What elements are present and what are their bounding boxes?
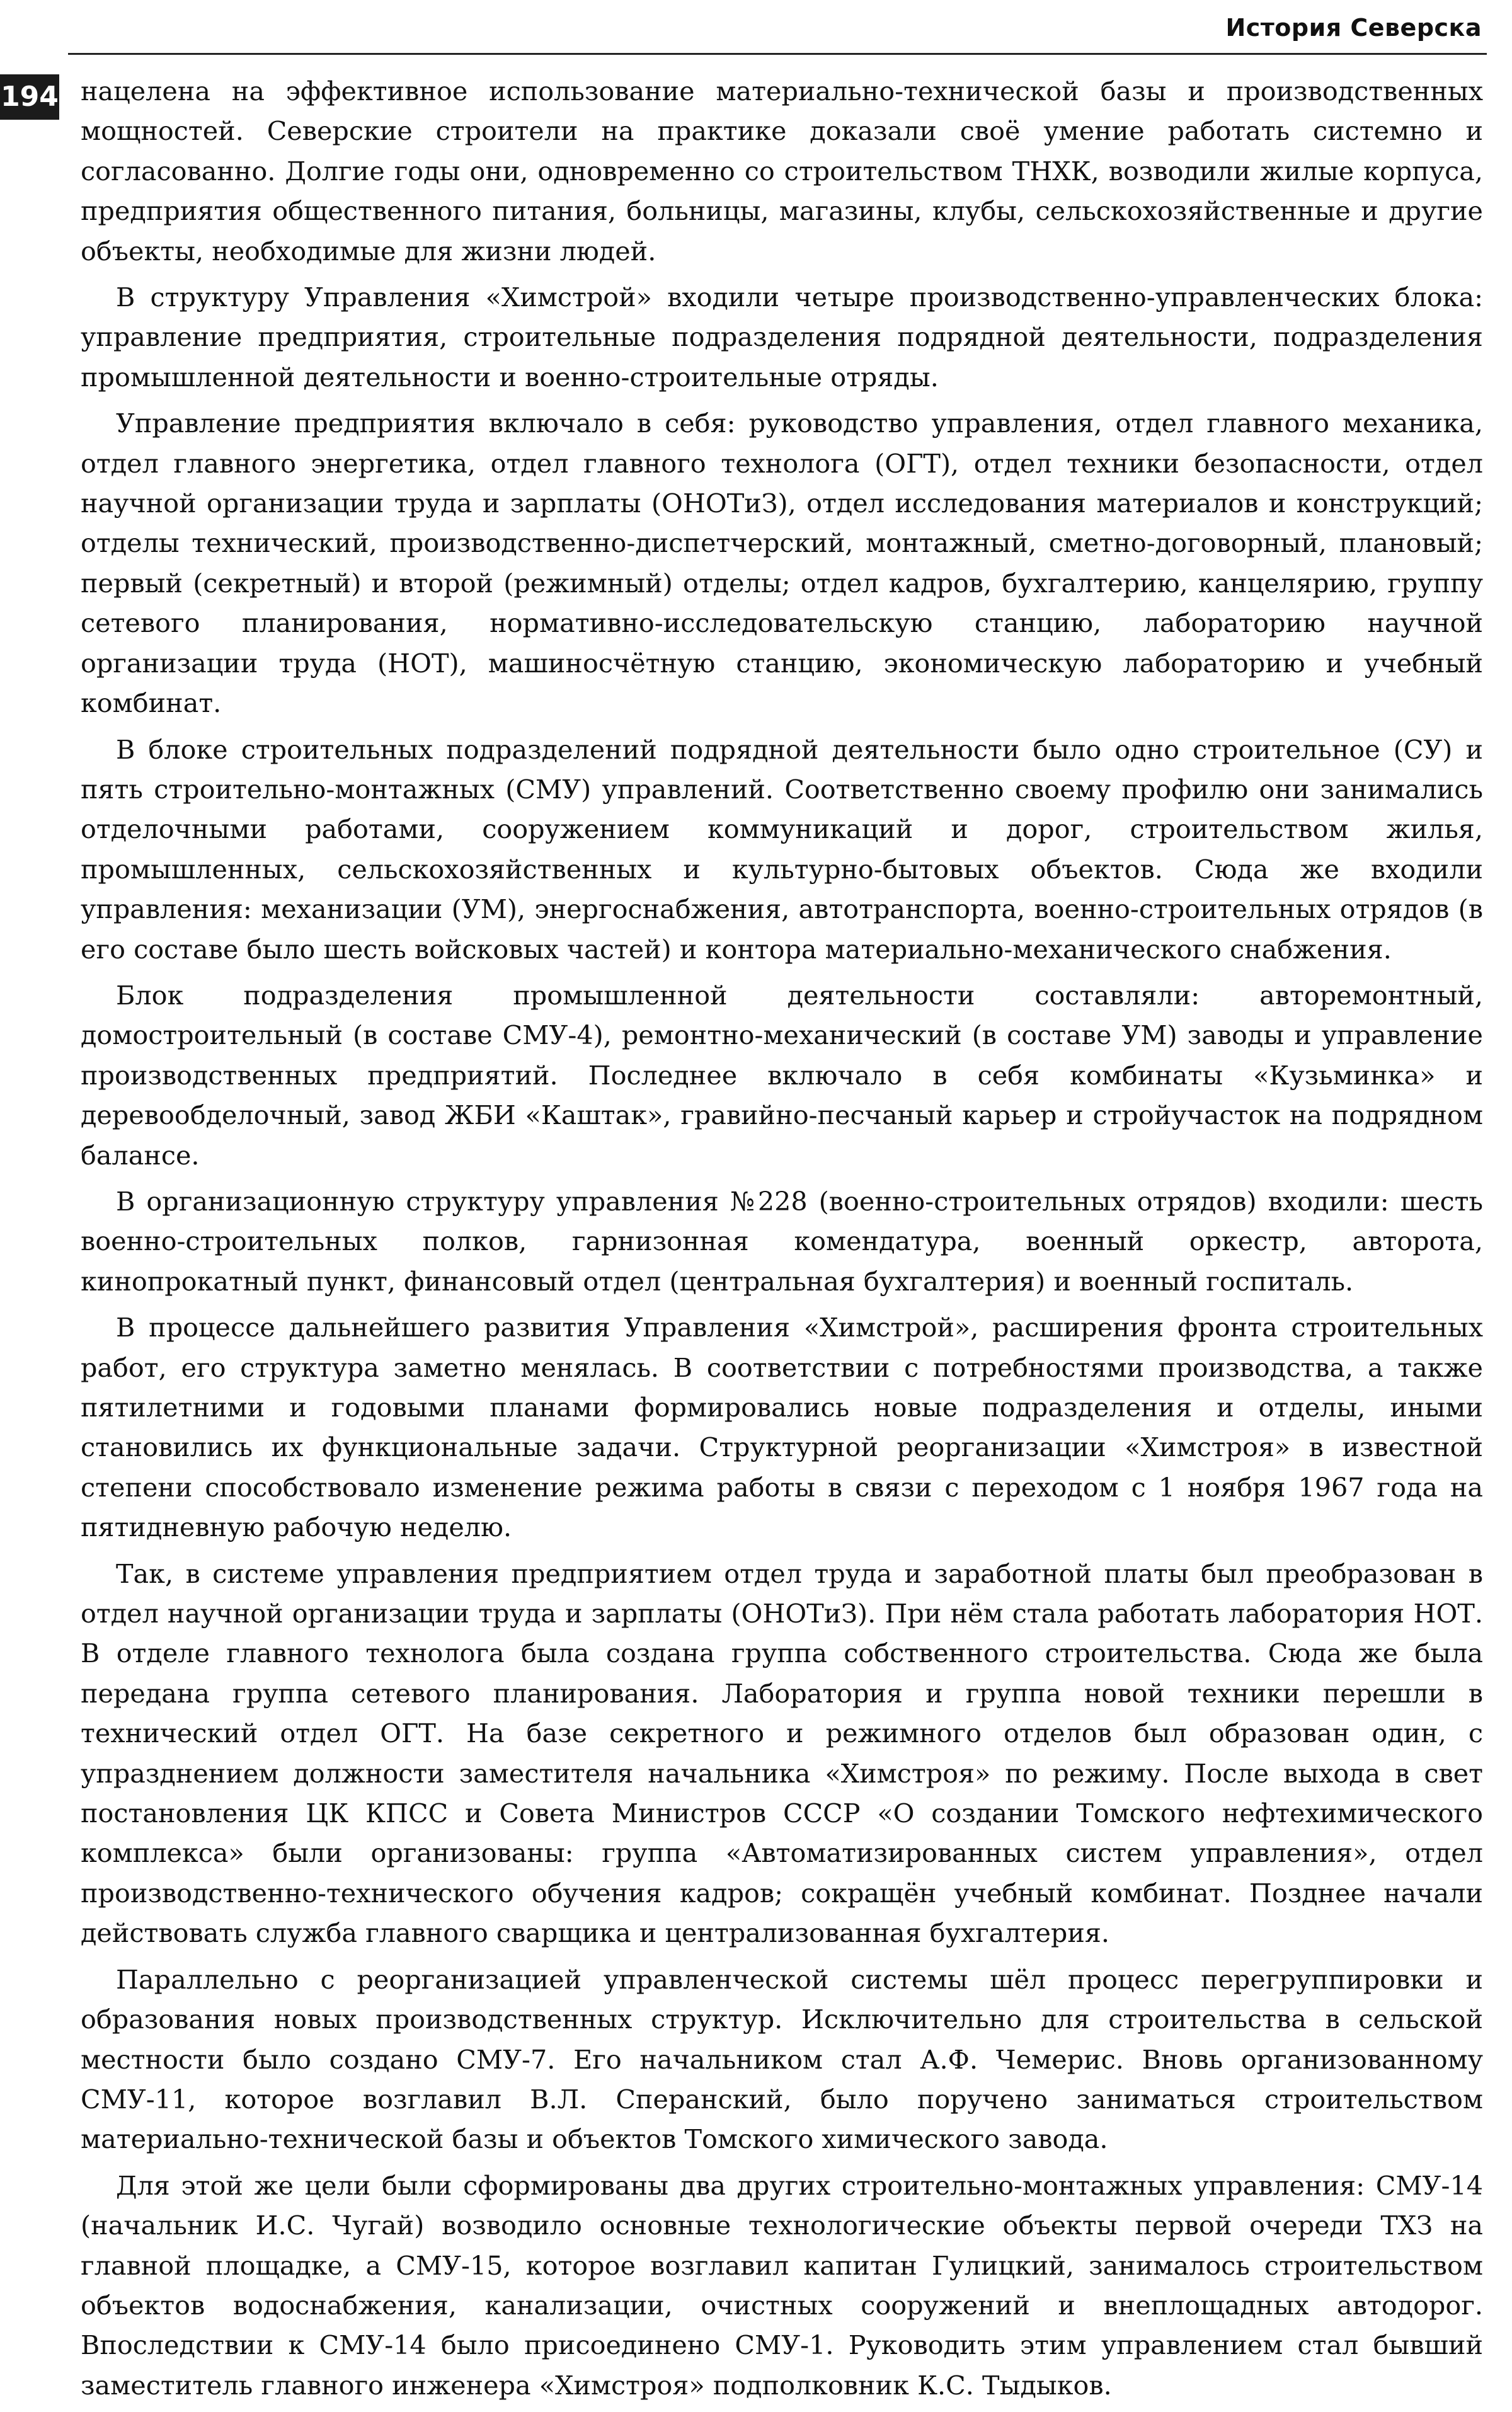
- paragraph: Параллельно с реорганизацией управленческой системы шёл процесс перегруппировки и образования новых производственных структур. Исключительно для строительства в сельской местности было создано СМУ-7. Его начальником стал А.Ф. Чемерис. Вновь организованному СМУ-11, которое возглавил В.Л. Сперанский, было поручено заниматься строительством материально-технической базы и объектов Томского химического завода.: [81, 1964, 1483, 2155]
- page-number-badge: 194: [0, 74, 59, 120]
- header-rule: [68, 53, 1487, 55]
- paragraph: Блок подразделения промышленной деятельности составляли: авторемонтный, домостроительный (в составе СМУ-4), ремонтно-механический (в составе УМ) заводы и управление производственных предприятий. Последнее включало в себя комбинаты «Кузьминка» и деревообделочный, завод ЖБИ «Каштак», гравийно-песчаный карьер и стройучасток на подрядном балансе.: [81, 980, 1483, 1171]
- paragraph: Для этой же цели были сформированы два других строительно-монтажных управления: СМУ-14 (начальник И.С. Чугай) возводило основные технологические объекты первой очереди ТХЗ на главной площадке, а СМУ-15, которое возглавил капитан Гулицкий, занималось строительством объектов водоснабжения, канализации, очистных сооружений и внеплощадных автодорог. Впоследствии к СМУ-14 было присоединено СМУ-1. Руководить этим управлением стал бывший заместитель главного инженера «Химстроя» подполковник К.С. Тыдыков.: [81, 2170, 1483, 2401]
- paragraph: нацелена на эффективное использование материально-технической базы и производственных мощностей. Северские строители на практике доказали своё умение работать системно и согласованно. Долгие годы они, одновременно со строительством ТНХК, возводили жилые корпуса, предприятия общественного питания, больницы, магазины, клубы, сельскохозяйственные и другие объекты, необходимые для жизни людей.: [81, 76, 1483, 267]
- paragraph: В блоке строительных подразделений подрядной деятельности было одно строительное (СУ) и пять строительно-монтажных (СМУ) управлений. Соответственно своему профилю они занимались отделочными работами, сооружением коммуникаций и дорог, строительством жилья, промышленных, сельскохозяйственных и культурно-бытовых объектов. Сюда же входили управления: механизации (УМ), энергоснабжения, автотранспорта, военно-строительных отрядов (в его составе было шесть войсковых частей) и контора материально-механического снабжения.: [81, 734, 1483, 965]
- page-body: [81, 72, 1483, 2412]
- paragraph: Управление предприятия включало в себя: руководство управления, отдел главного механика, отдел главного энергетика, отдел главного технолога (ОГТ), отдел техники безопасности, отдел научной организации труда и зарплаты (ОНОТиЗ), отдел исследования материалов и конструкций; отделы технический, производственно-диспетчерский, монтажный, сметно-договорный, плановый; первый (секретный) и второй (режимный) отделы; отдел кадров, бухгалтерию, канцелярию, группу сетевого планирования, нормативно-исследовательскую станцию, лабораторию научной организации труда (НОТ), машиносчётную станцию, экономическую лабораторию и учебный комбинат.: [81, 408, 1483, 719]
- paragraph: В процессе дальнейшего развития Управления «Химстрой», расширения фронта строительных работ, его структура заметно менялась. В соответствии с потребностями производства, а также пятилетними и годовыми планами формировались новые подразделения и отделы, иными становились их функциональные задачи. Структурной реорганизации «Химстроя» в известной степени способствовало изменение режима работы в связи с переходом с 1 ноября 1967 года на пятидневную рабочую неделю.: [81, 1312, 1483, 1543]
- running-title: История Северска: [1225, 14, 1482, 42]
- paragraph: В структуру Управления «Химстрой» входили четыре производственно-управленческих блока: управление предприятия, строительные подразделения подрядной деятельности, подразделения промышленной деятельности и военно-строительные отряды.: [81, 282, 1483, 393]
- paragraph: Так, в системе управления предприятием отдел труда и заработной платы был преобразован в отдел научной организации труда и зарплаты (ОНОТиЗ). При нём стала работать лаборатория НОТ. В отделе главного технолога была создана группа собственного строительства. Сюда же была передана группа сетевого планирования. Лаборатория и группа новой техники перешли в технический отдел ОГТ. На базе секретного и режимного отделов был образован один, с упразднением должности заместителя начальника «Химстроя» по режиму. После выхода в свет постановления ЦК КПСС и Совета Министров СССР «О создании Томского нефтехимического комплекса» были организованы: группа «Автоматизированных систем управления», отдел производственно-технического обучения кадров; сокращён учебный комбинат. Позднее начали действовать служба главного сварщика и централизованная бухгалтерия.: [81, 1558, 1483, 1949]
- paragraph: В организационную структуру управления №228 (военно-строительных отрядов) входили: шесть военно-строительных полков, гарнизонная комендатура, военный оркестр, авторота, кинопрокатный пункт, финансовый отдел (центральная бухгалтерия) и военный госпиталь.: [81, 1186, 1483, 1297]
